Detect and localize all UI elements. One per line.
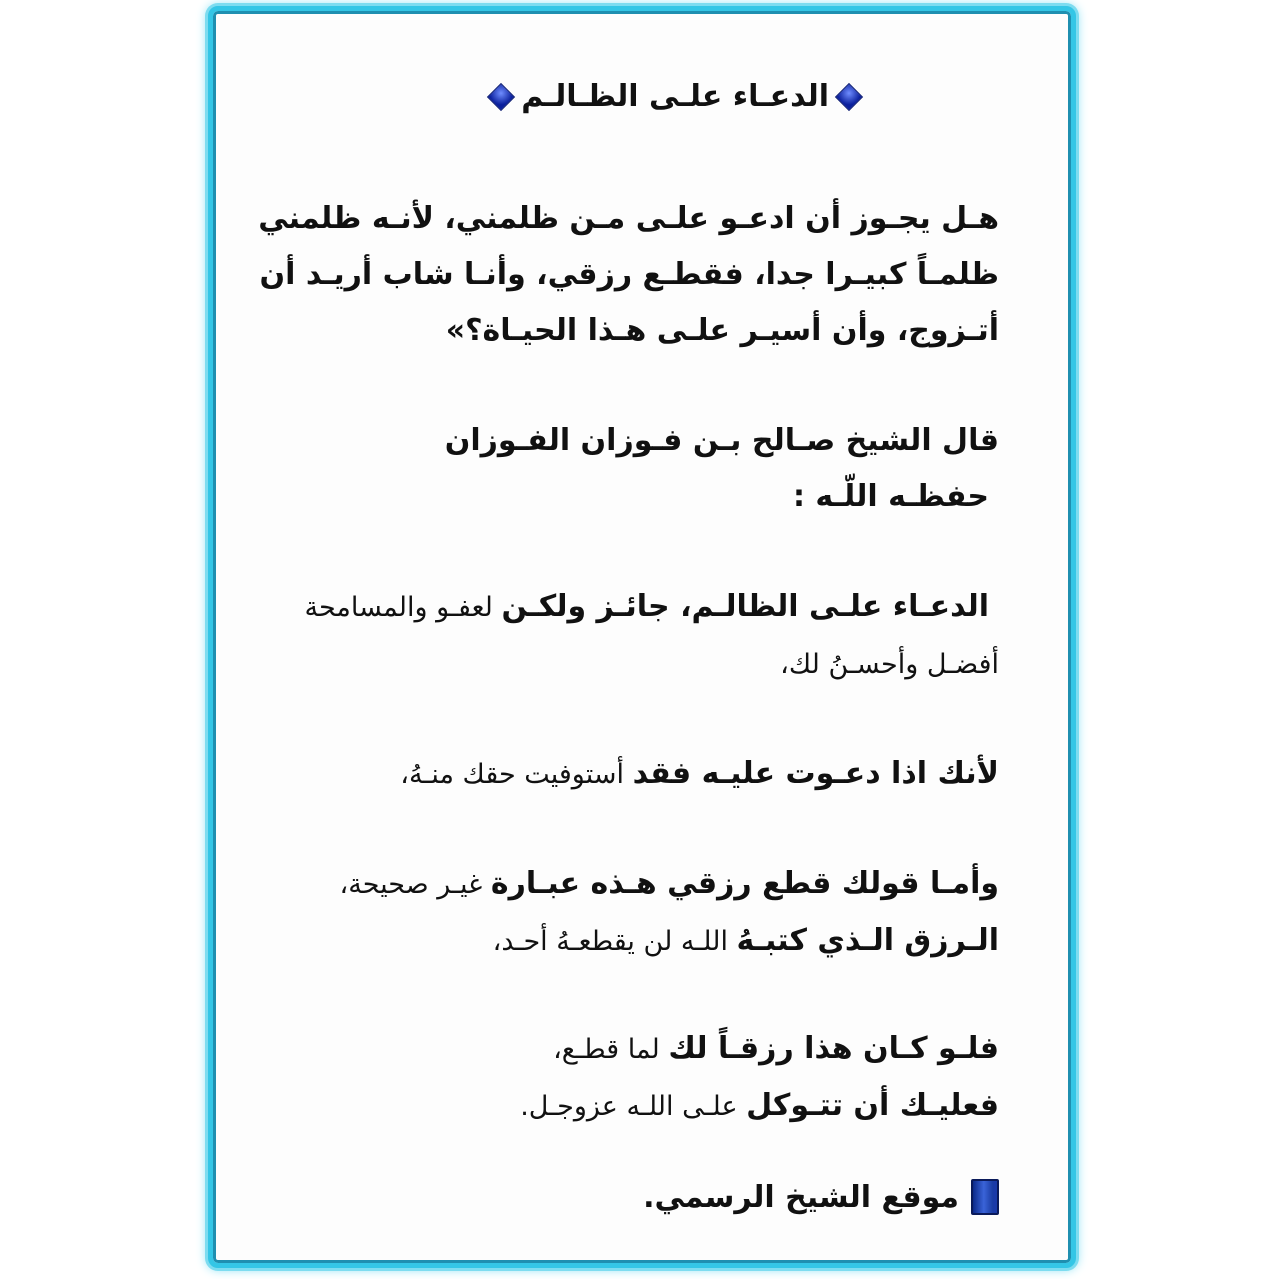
answer-line bbox=[305, 636, 1000, 693]
answer-paragraph-3 bbox=[340, 856, 1000, 970]
answer-line bbox=[520, 1021, 999, 1078]
answer-normal-text: لعفـو والمسامحة bbox=[304, 592, 502, 623]
answer-normal-text: غيـر صحيحة، bbox=[339, 869, 491, 900]
title-text: الدعـاء علـى الظـالـم bbox=[521, 79, 829, 114]
page-title bbox=[491, 79, 859, 114]
answer-paragraph-4 bbox=[520, 1021, 999, 1135]
sheikh-attribution bbox=[445, 413, 999, 525]
sheikh-blessing-line: حفظـه اللّـه : bbox=[792, 479, 989, 514]
diamond-icon bbox=[835, 82, 863, 110]
answer-normal-text: اللـه لن يقطعـهُ أحـد، bbox=[492, 926, 737, 957]
question-line: أتـزوج، وأن أسيـر علـى هـذا الحيـاة؟» bbox=[445, 313, 999, 348]
answer-bold-text: فعليـك أن تتـوكل bbox=[746, 1088, 999, 1123]
question-paragraph bbox=[258, 191, 999, 359]
question-line: ظلمـاً كبيـرا جدا، فقطـع رزقي، وأنـا شاب أريـد أن bbox=[259, 257, 999, 292]
answer-line bbox=[340, 913, 1000, 970]
answer-normal-text: علـى اللـه عزوجـل. bbox=[520, 1091, 747, 1122]
answer-line bbox=[520, 1078, 999, 1135]
question-line: هـل يجـوز أن ادعـو علـى مـن ظلمني، لأنـه ظلمني bbox=[258, 201, 999, 236]
book-icon bbox=[971, 1179, 999, 1215]
answer-line bbox=[340, 856, 1000, 913]
answer-paragraph-2 bbox=[400, 746, 999, 803]
answer-bold-text: لأنك اذا دعـوت عليـه فقد bbox=[632, 756, 999, 791]
answer-bold-text: وأمـا قولك قطع رزقي هـذه عبـارة bbox=[490, 866, 999, 901]
diamond-icon bbox=[487, 82, 515, 110]
document-card bbox=[208, 6, 1076, 1268]
answer-bold-text: فلـو كـان هذا رزقـاً لك bbox=[668, 1031, 999, 1066]
sheikh-name-line: قال الشيخ صـالح بـن فـوزان الفـوزان bbox=[444, 423, 999, 458]
answer-bold-text: الـرزق الـذي كتبـهُ bbox=[736, 923, 999, 958]
source-text: موقع الشيخ الرسمي. bbox=[643, 1179, 959, 1215]
source-line bbox=[643, 1179, 999, 1215]
answer-normal-text: أفضـل وأحسـنُ لك، bbox=[780, 649, 999, 680]
answer-line bbox=[305, 579, 990, 636]
answer-paragraph-1 bbox=[305, 579, 1000, 693]
answer-bold-text: الدعـاء علـى الظالـم، جائـز ولكـن bbox=[501, 589, 989, 624]
answer-normal-text: لما قطـع، bbox=[553, 1034, 669, 1065]
answer-normal-text: أستوفيت حقك منـهُ، bbox=[400, 759, 633, 790]
